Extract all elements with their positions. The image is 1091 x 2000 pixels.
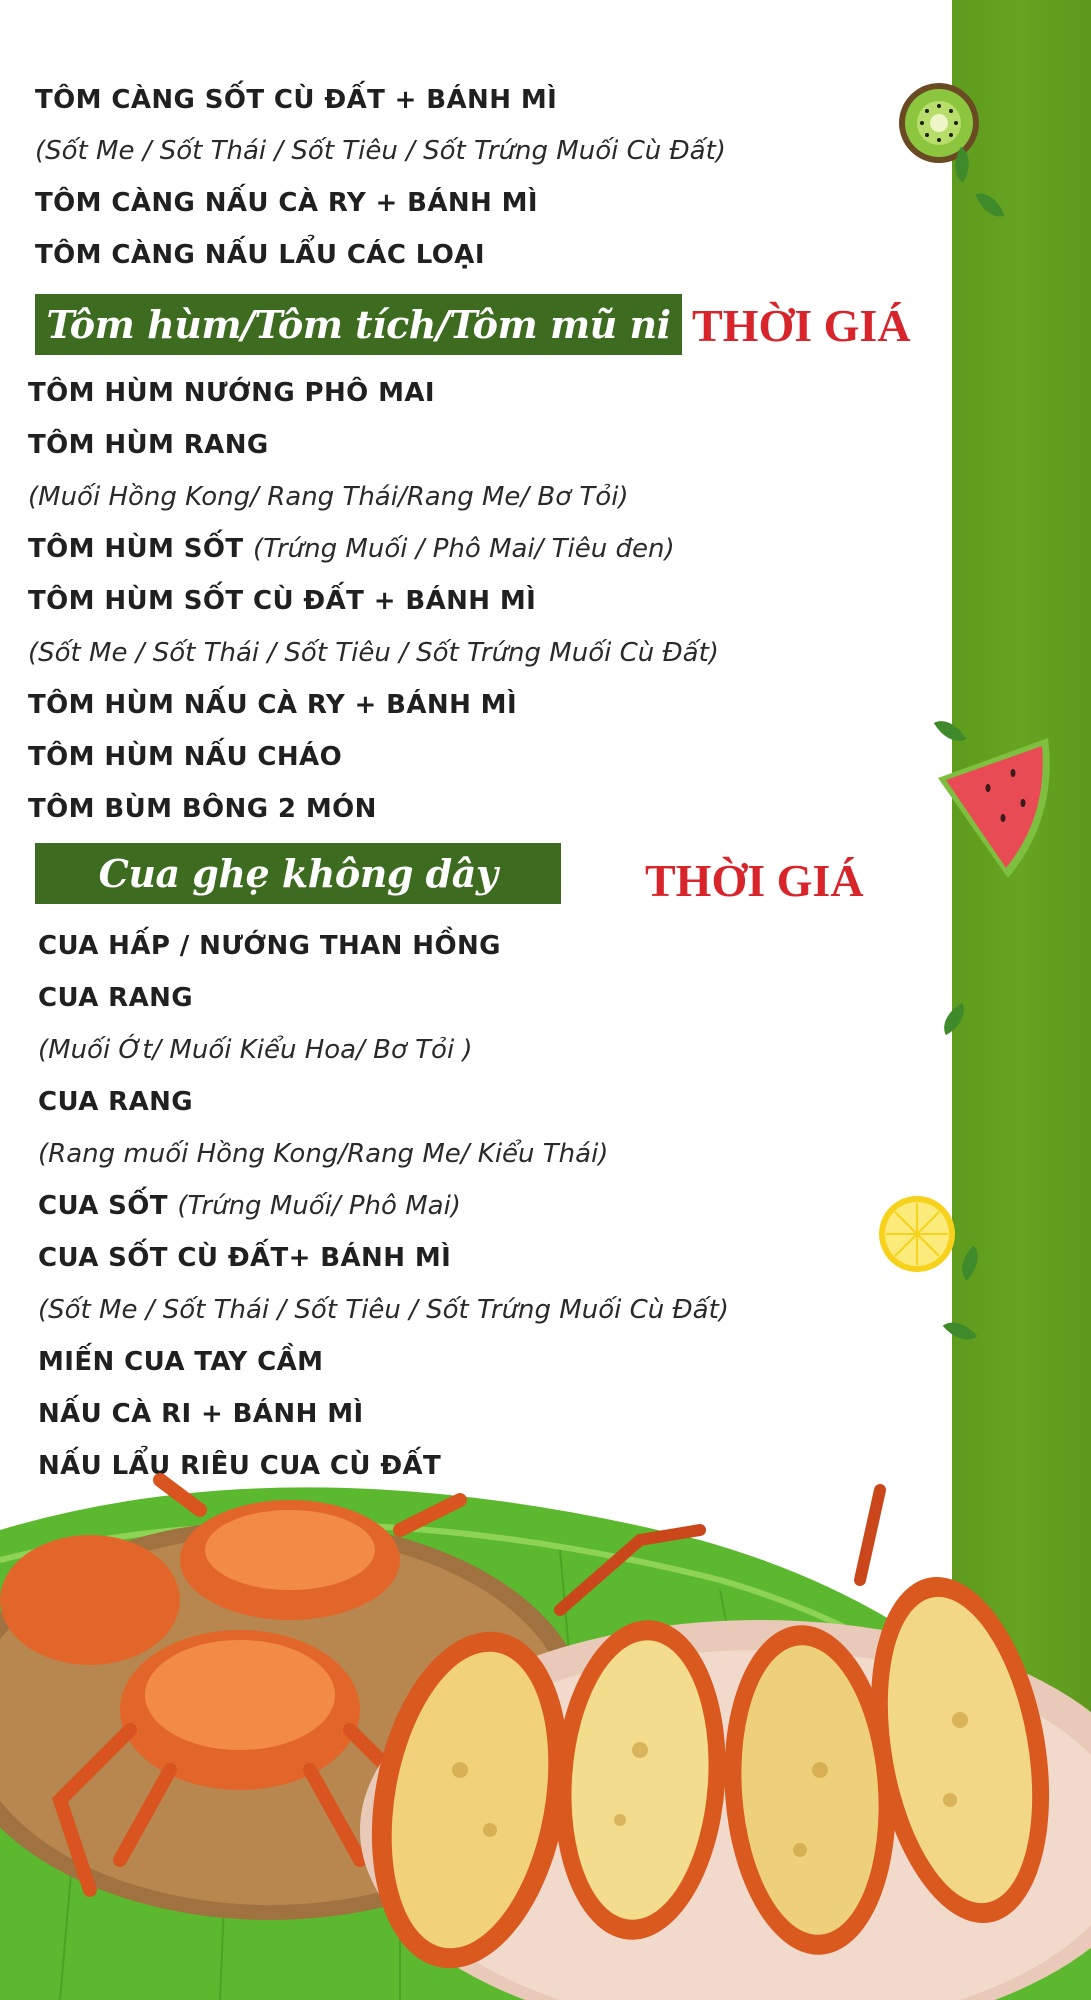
menu-item: TÔM HÙM NẤU CHÁO — [28, 742, 343, 772]
menu-item-options: (Sốt Me / Sốt Thái / Sốt Tiêu / Sốt Trứng Muối Cù Đất) — [38, 1295, 729, 1325]
market-price-label: THỜI GIÁ — [692, 300, 911, 351]
market-price-label: THỜI GIÁ — [645, 855, 864, 906]
menu-item: TÔM CÀNG SỐT CÙ ĐẤT + BÁNH MÌ — [35, 85, 558, 115]
menu-item-options: (Muối Ớt/ Muối Kiểu Hoa/ Bơ Tỏi ) — [38, 1035, 473, 1065]
menu-item: TÔM CÀNG NẤU LẨU CÁC LOẠI — [35, 240, 485, 270]
section-banner-cua-ghe: Cua ghẹ không dây — [35, 843, 561, 904]
menu-item-label: CUA SỐT — [38, 1191, 168, 1221]
menu-item: TÔM HÙM NƯỚNG PHÔ MAI — [28, 378, 435, 408]
menu-item: CUA RANG — [38, 983, 194, 1013]
menu-item-label: TÔM HÙM SỐT — [28, 534, 244, 564]
menu-item-options: (Rang muối Hồng Kong/Rang Me/ Kiểu Thái) — [38, 1139, 609, 1169]
menu-item-options: (Trứng Muối / Phô Mai/ Tiêu đen) — [252, 534, 675, 564]
menu-item: CUA SỐT CÙ ĐẤT+ BÁNH MÌ — [38, 1243, 452, 1273]
menu-item-options: (Trứng Muối/ Phô Mai) — [177, 1191, 461, 1221]
section-banner-tom-hum: Tôm hùm/Tôm tích/Tôm mũ ni — [35, 294, 682, 355]
menu-item: CUA RANG — [38, 1087, 194, 1117]
menu-item: NẤU CÀ RI + BÁNH MÌ — [38, 1399, 364, 1429]
menu-item — [28, 531, 675, 567]
lemon-icon — [876, 1193, 958, 1275]
watermelon-icon — [928, 728, 1058, 888]
menu-item-options: (Sốt Me / Sốt Thái / Sốt Tiêu / Sốt Trứng Muối Cù Đất) — [35, 136, 726, 166]
menu-item — [38, 1188, 461, 1224]
menu-item: TÔM HÙM SỐT CÙ ĐẤT + BÁNH MÌ — [28, 586, 537, 616]
menu-item: CUA HẤP / NƯỚNG THAN HỒNG — [38, 931, 501, 961]
menu-item: TÔM HÙM NẤU CÀ RY + BÁNH MÌ — [28, 690, 518, 720]
menu-item-options: (Sốt Me / Sốt Thái / Sốt Tiêu / Sốt Trứng Muối Cù Đất) — [28, 638, 719, 668]
kiwi-icon — [896, 80, 982, 166]
menu-item: TÔM HÙM RANG — [28, 430, 269, 460]
menu-item-options: (Muối Hồng Kong/ Rang Thái/Rang Me/ Bơ Tỏi) — [28, 482, 629, 512]
menu-item: MIẾN CUA TAY CẦM — [38, 1347, 324, 1377]
menu-item: NẤU LẨU RIÊU CUA CÙ ĐẤT — [38, 1451, 442, 1481]
menu-item: TÔM BÙM BÔNG 2 MÓN — [28, 794, 377, 824]
seafood-photo — [0, 1470, 1091, 2000]
menu-item: TÔM CÀNG NẤU CÀ RY + BÁNH MÌ — [35, 188, 538, 218]
